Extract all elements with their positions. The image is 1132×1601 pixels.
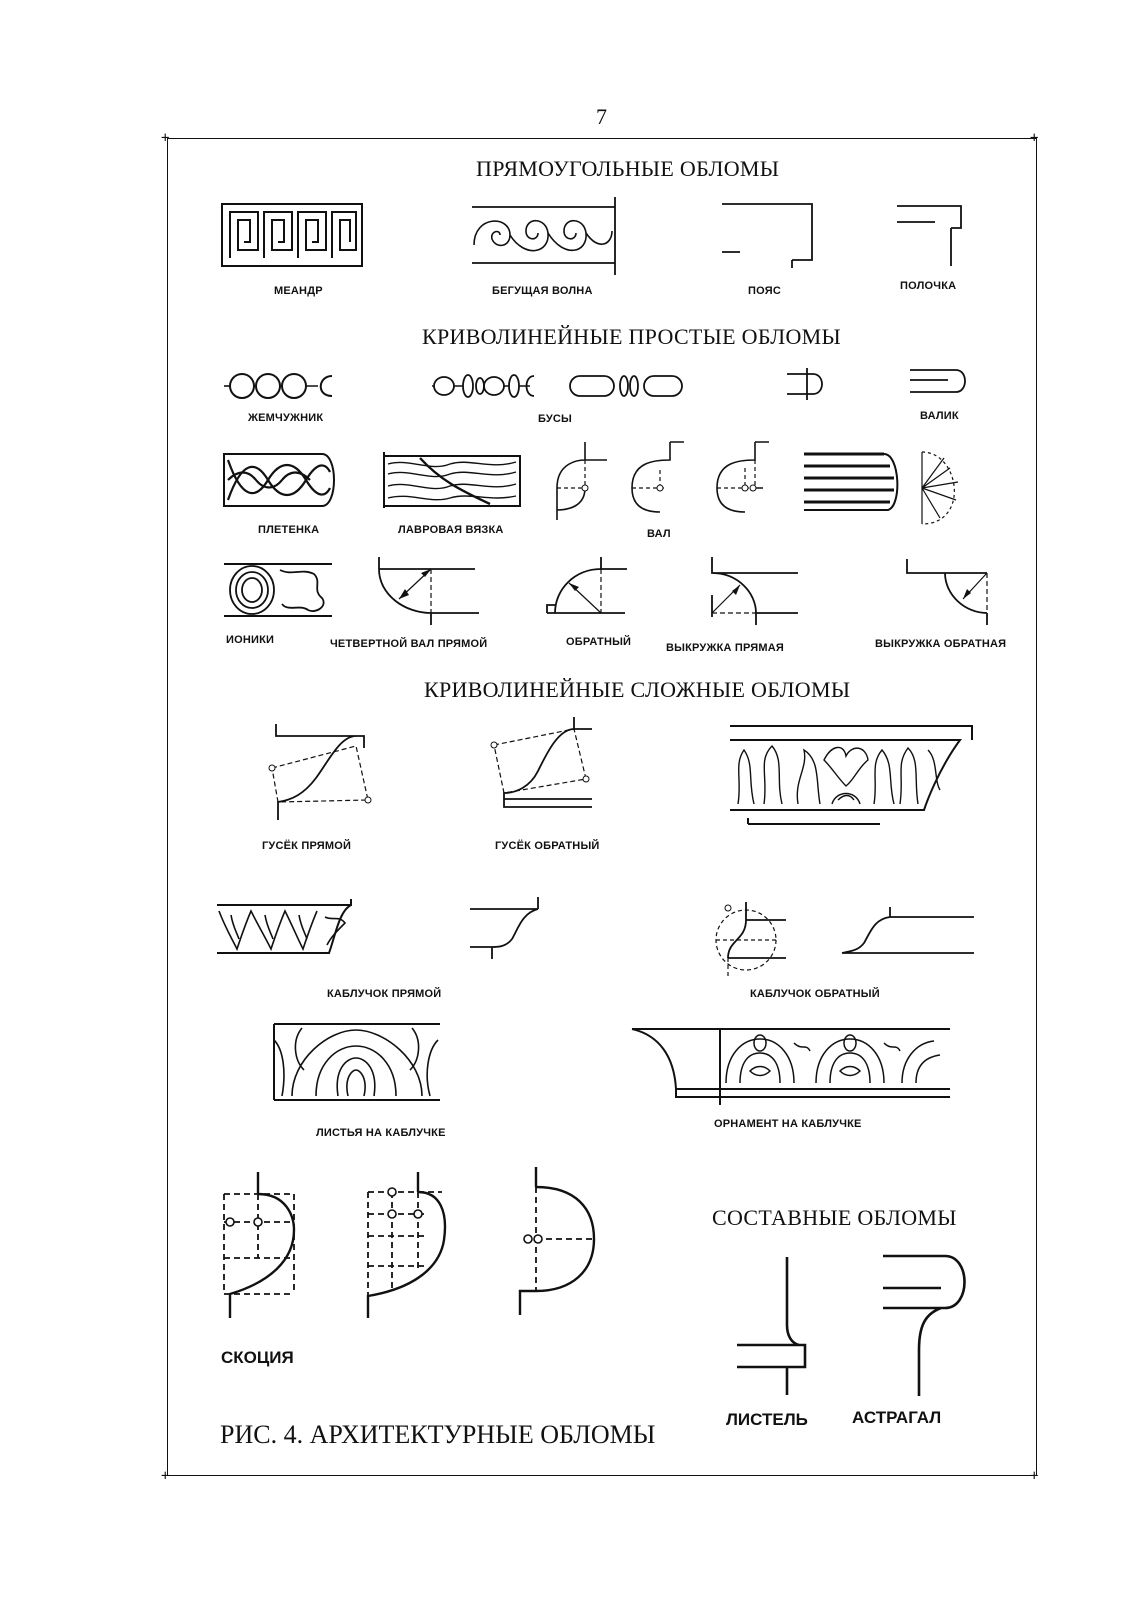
meander-drawing bbox=[220, 200, 365, 270]
label-astragal: АСТРАГАЛ bbox=[852, 1408, 942, 1427]
torus-profile-3 bbox=[715, 440, 775, 522]
label-laurel: ЛАВРОВАЯ ВЯЗКА bbox=[398, 524, 504, 536]
fluted-torus-drawing bbox=[800, 448, 975, 528]
running-wave-drawing bbox=[470, 195, 630, 280]
heel-reverse-construction bbox=[712, 900, 792, 980]
label-heel-reverse: КАБЛУЧОК ОБРАТНЫЙ bbox=[750, 988, 880, 1000]
page-number: 7 bbox=[596, 104, 607, 129]
label-quarter-torus: ЧЕТВЕРТНОЙ ВАЛ ПРЯМОЙ bbox=[330, 638, 488, 650]
label-cavetto-reverse: ВЫКРУЖКА ОБРАТНАЯ bbox=[875, 638, 1007, 650]
ionics-drawing bbox=[222, 560, 337, 622]
label-pearls: ЖЕМЧУЖНИК bbox=[248, 412, 324, 424]
crop-mark-top-left: + bbox=[161, 130, 170, 146]
cavetto-reverse-drawing bbox=[905, 555, 995, 627]
laurel-drawing bbox=[380, 450, 525, 510]
crop-mark-top-right: + bbox=[1030, 130, 1039, 146]
label-belt: ПОЯС bbox=[748, 285, 781, 297]
label-scotia: СКОЦИЯ bbox=[221, 1348, 294, 1367]
heading-curved-simple: КРИВОЛИНЕЙНЫЕ ПРОСТЫЕ ОБЛОМЫ bbox=[422, 324, 842, 349]
label-cyma-reverse: ГУСЁК ОБРАТНЫЙ bbox=[495, 840, 600, 852]
cyma-direct-drawing bbox=[268, 722, 378, 822]
heading-compound: СОСТАВНЫЕ ОБЛОМЫ bbox=[712, 1205, 957, 1230]
astragal-drawing bbox=[875, 1250, 975, 1400]
quarter-torus-drawing bbox=[375, 555, 485, 627]
leaves-on-heel-drawing bbox=[272, 1020, 447, 1105]
heading-rectangular: ПРЯМОУГОЛЬНЫЕ ОБЛОМЫ bbox=[476, 156, 780, 181]
torus-profile-2 bbox=[630, 440, 690, 522]
shelf-drawing bbox=[895, 200, 970, 270]
ornament-on-heel-drawing bbox=[630, 1025, 955, 1107]
label-meander: МЕАНДР bbox=[274, 285, 323, 297]
belt-drawing bbox=[720, 200, 820, 270]
heel-direct-profile bbox=[468, 895, 543, 963]
scotia-construction-1 bbox=[218, 1170, 303, 1320]
cavetto-direct-drawing bbox=[708, 555, 803, 627]
cyma-reverse-drawing bbox=[490, 715, 600, 815]
heading-curved-complex: КРИВОЛИНЕЙНЫЕ СЛОЖНЫЕ ОБЛОМЫ bbox=[424, 677, 851, 702]
listel-drawing bbox=[735, 1255, 815, 1400]
reverse-torus-drawing bbox=[545, 555, 630, 625]
heel-direct-ornament-drawing bbox=[215, 897, 360, 959]
heel-reverse-profile bbox=[838, 905, 978, 967]
label-listel: ЛИСТЕЛЬ bbox=[726, 1410, 808, 1429]
label-ornament-on-heel: ОРНАМЕНТ НА КАБЛУЧКЕ bbox=[714, 1118, 862, 1130]
crop-mark-bottom-left: + bbox=[161, 1468, 170, 1484]
label-shelf: ПОЛОЧКА bbox=[900, 280, 957, 292]
torus-profile-1 bbox=[555, 440, 615, 522]
scotia-construction-3 bbox=[510, 1165, 600, 1320]
scotia-construction-2 bbox=[362, 1170, 452, 1320]
figure-caption: РИС. 4. АРХИТЕКТУРНЫЕ ОБЛОМЫ bbox=[220, 1420, 656, 1449]
crop-mark-bottom-right: + bbox=[1030, 1468, 1039, 1484]
acanthus-cornice-drawing bbox=[728, 720, 978, 832]
label-cyma-direct: ГУСЁК ПРЯМОЙ bbox=[262, 840, 352, 852]
label-braid: ПЛЕТЕНКА bbox=[258, 524, 320, 536]
label-reverse: ОБРАТНЫЙ bbox=[566, 636, 632, 648]
roller-drawing bbox=[908, 366, 973, 402]
beads-drawing bbox=[430, 372, 685, 400]
label-roller: ВАЛИК bbox=[920, 410, 959, 422]
label-cavetto-direct: ВЫКРУЖКА ПРЯМАЯ bbox=[666, 642, 785, 654]
label-beads: БУСЫ bbox=[538, 413, 572, 425]
label-leaves-on-heel: ЛИСТЬЯ НА КАБЛУЧКЕ bbox=[316, 1127, 446, 1139]
braid-drawing bbox=[222, 450, 337, 510]
roller-small-drawing bbox=[785, 366, 830, 402]
label-torus: ВАЛ bbox=[647, 528, 671, 540]
label-heel-direct: КАБЛУЧОК ПРЯМОЙ bbox=[327, 988, 442, 1000]
label-ionics: ИОНИКИ bbox=[226, 634, 275, 646]
pearls-drawing bbox=[222, 370, 337, 402]
label-running-wave: БЕГУЩАЯ ВОЛНА bbox=[492, 285, 593, 297]
